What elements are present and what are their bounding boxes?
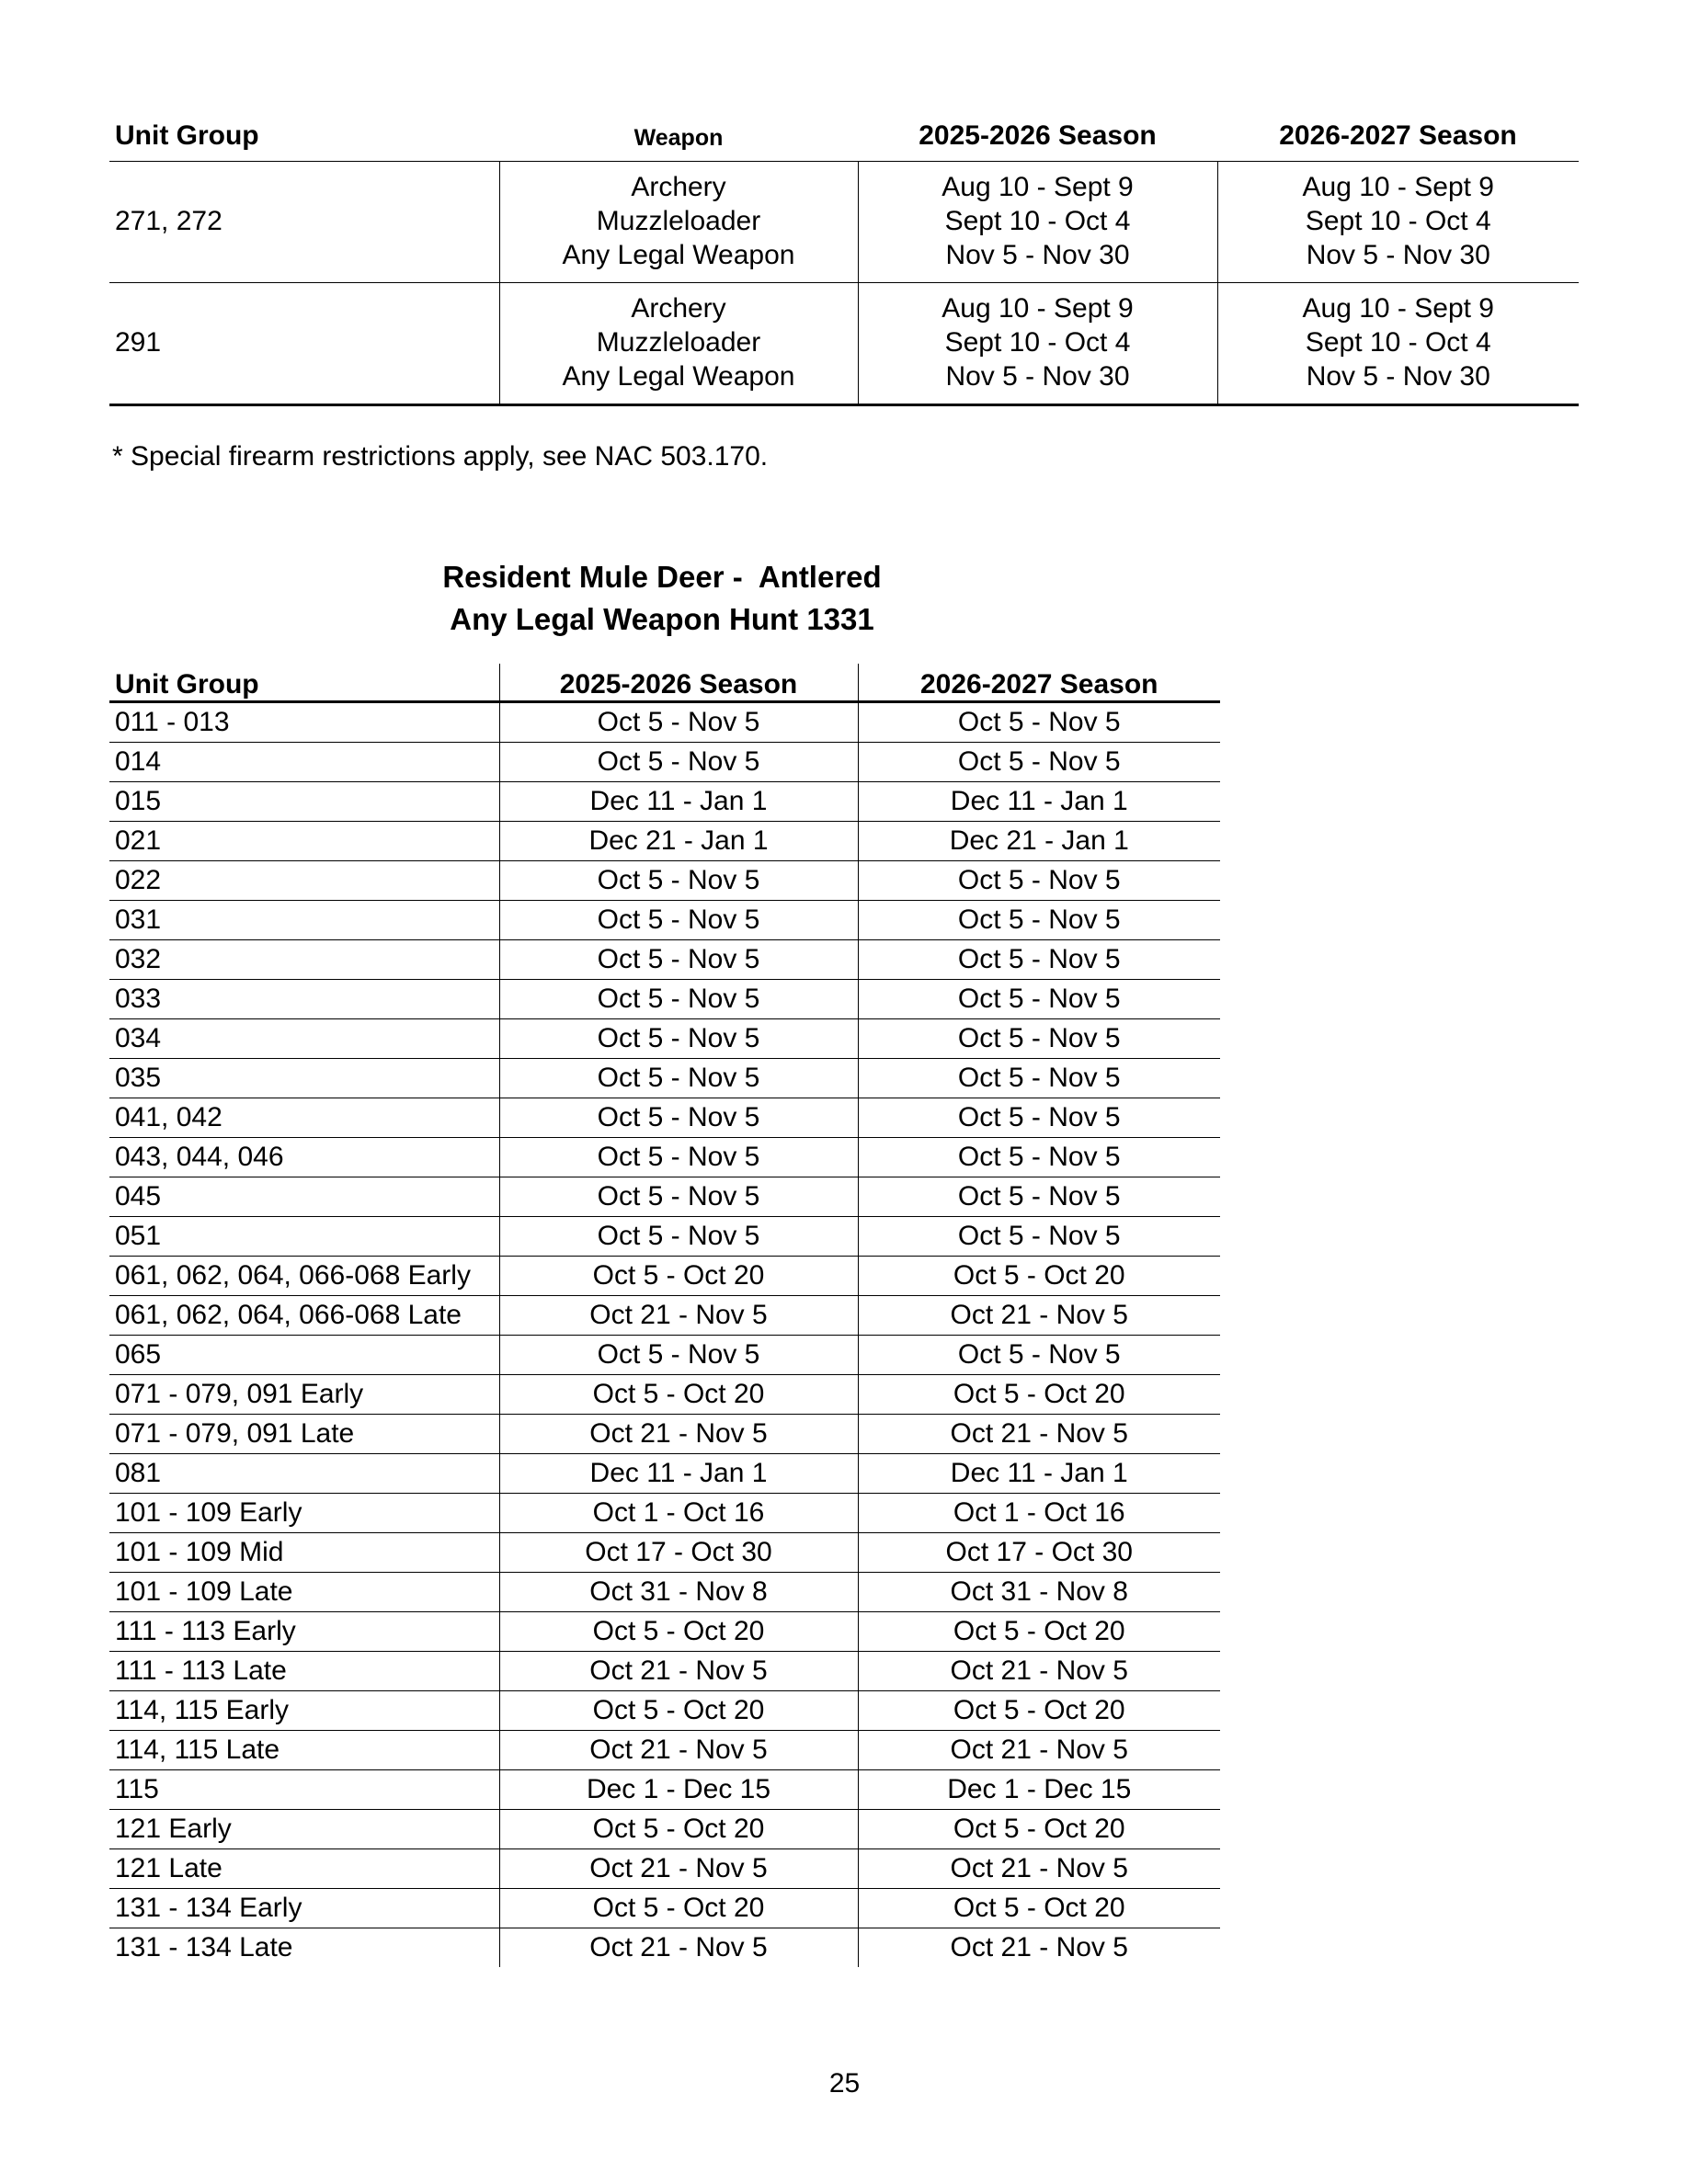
season-2025-cell: Oct 5 - Nov 5 bbox=[499, 901, 858, 940]
cell-line: Sept 10 - Oct 4 bbox=[1305, 327, 1491, 358]
unit-group-cell: 031 bbox=[109, 901, 499, 940]
unit-group-cell: 081 bbox=[109, 1454, 499, 1494]
table-row bbox=[109, 940, 1220, 980]
season-2025-cell: Oct 5 - Nov 5 bbox=[499, 702, 858, 743]
season-2026-cell bbox=[1217, 162, 1579, 283]
table-row bbox=[109, 782, 1220, 822]
season-2025-cell: Oct 17 - Oct 30 bbox=[499, 1533, 858, 1573]
unit-group-cell: 111 - 113 Late bbox=[109, 1652, 499, 1691]
season-2025-cell: Oct 5 - Nov 5 bbox=[499, 1098, 858, 1138]
season-2025-cell: Oct 21 - Nov 5 bbox=[499, 1731, 858, 1770]
unit-group-cell: 271, 272 bbox=[109, 162, 499, 283]
unit-group-cell: 051 bbox=[109, 1217, 499, 1257]
season-2026-cell bbox=[1217, 283, 1579, 405]
table-row bbox=[109, 1454, 1220, 1494]
season-2025-cell: Oct 5 - Nov 5 bbox=[499, 861, 858, 901]
season-2026-cell: Oct 5 - Oct 20 bbox=[858, 1612, 1220, 1652]
table-row bbox=[109, 1849, 1220, 1889]
cell-line: Nov 5 - Nov 30 bbox=[1306, 361, 1490, 392]
cell-line: Nov 5 - Nov 30 bbox=[945, 240, 1130, 270]
season-2025-cell: Oct 5 - Nov 5 bbox=[499, 1059, 858, 1098]
cell-line: Sept 10 - Oct 4 bbox=[1305, 206, 1491, 236]
table-row bbox=[109, 1296, 1220, 1336]
season-2026-cell: Oct 5 - Nov 5 bbox=[858, 1138, 1220, 1177]
season-2026-cell: Oct 5 - Oct 20 bbox=[858, 1810, 1220, 1849]
weapon-cell bbox=[499, 283, 858, 405]
unit-group-cell: 015 bbox=[109, 782, 499, 822]
unit-group-cell: 045 bbox=[109, 1177, 499, 1217]
season-2026-cell: Oct 31 - Nov 8 bbox=[858, 1573, 1220, 1612]
table-row bbox=[109, 702, 1220, 743]
table-row bbox=[109, 1059, 1220, 1098]
season-2025-cell bbox=[858, 162, 1217, 283]
table-header-row bbox=[109, 110, 1579, 162]
table-row bbox=[109, 1336, 1220, 1375]
unit-group-cell: 291 bbox=[109, 283, 499, 405]
season-2026-cell: Dec 1 - Dec 15 bbox=[858, 1770, 1220, 1810]
table-row bbox=[109, 1257, 1220, 1296]
season-2025-cell: Dec 11 - Jan 1 bbox=[499, 782, 858, 822]
table2-body bbox=[109, 702, 1220, 1968]
unit-group-cell: 061, 062, 064, 066-068 Early bbox=[109, 1257, 499, 1296]
season-2025-cell: Oct 5 - Nov 5 bbox=[499, 1138, 858, 1177]
season-2026-cell: Oct 5 - Oct 20 bbox=[858, 1257, 1220, 1296]
season-2025-cell: Oct 5 - Nov 5 bbox=[499, 1177, 858, 1217]
unit-group-cell: 035 bbox=[109, 1059, 499, 1098]
season-2026-cell: Oct 5 - Nov 5 bbox=[858, 1059, 1220, 1098]
season-2025-cell: Oct 5 - Nov 5 bbox=[499, 980, 858, 1019]
season-2025-cell: Oct 31 - Nov 8 bbox=[499, 1573, 858, 1612]
season-2026-cell: Oct 5 - Oct 20 bbox=[858, 1691, 1220, 1731]
table-row bbox=[109, 743, 1220, 782]
season-2026-cell: Oct 5 - Nov 5 bbox=[858, 901, 1220, 940]
season-2026-cell: Oct 5 - Nov 5 bbox=[858, 1217, 1220, 1257]
season-2025-cell: Oct 5 - Oct 20 bbox=[499, 1612, 858, 1652]
cell-line: Archery bbox=[631, 293, 726, 324]
cell-line: Archery bbox=[631, 172, 726, 202]
header-season-2025: 2025-2026 Season bbox=[858, 110, 1217, 162]
section-title-line1: Resident Mule Deer - Antlered bbox=[442, 560, 882, 594]
cell-line: Sept 10 - Oct 4 bbox=[944, 206, 1131, 236]
unit-group-cell: 101 - 109 Late bbox=[109, 1573, 499, 1612]
unit-group-cell: 131 - 134 Late bbox=[115, 1932, 293, 1962]
table-row bbox=[109, 162, 1579, 283]
unit-group-cell: 121 Early bbox=[109, 1810, 499, 1849]
table-row bbox=[109, 1731, 1220, 1770]
season-2025-cell: Oct 5 - Oct 20 bbox=[499, 1810, 858, 1849]
season-2026-cell: Oct 21 - Nov 5 bbox=[858, 1296, 1220, 1336]
header-season-2025: 2025-2026 Season bbox=[499, 664, 858, 702]
season-2026-cell: Oct 5 - Nov 5 bbox=[858, 980, 1220, 1019]
page-number: 25 bbox=[828, 2068, 861, 2099]
season-2026-cell: Oct 21 - Nov 5 bbox=[858, 1849, 1220, 1889]
season-2025-cell: Oct 21 - Nov 5 bbox=[499, 1928, 858, 1968]
season-2026-cell: Oct 5 - Nov 5 bbox=[858, 940, 1220, 980]
table-row bbox=[109, 1612, 1220, 1652]
season-2026-cell: Oct 5 - Nov 5 bbox=[858, 743, 1220, 782]
table-header-row bbox=[109, 664, 1220, 702]
season-2026-cell: Oct 5 - Nov 5 bbox=[858, 702, 1220, 743]
season-2026-cell: Oct 5 - Oct 20 bbox=[858, 1375, 1220, 1415]
unit-group-cell: 114, 115 Early bbox=[109, 1691, 499, 1731]
season-2025-cell: Oct 5 - Nov 5 bbox=[499, 1019, 858, 1059]
season-2026-cell: Oct 21 - Nov 5 bbox=[858, 1928, 1220, 1968]
table-row bbox=[109, 1098, 1220, 1138]
season-2026-cell: Oct 21 - Nov 5 bbox=[858, 1415, 1220, 1454]
unit-group-cell: 065 bbox=[109, 1336, 499, 1375]
table-row bbox=[109, 901, 1220, 940]
unit-group-cell: 115 bbox=[109, 1770, 499, 1810]
season-2025-cell: Oct 21 - Nov 5 bbox=[499, 1652, 858, 1691]
unit-group-cell: 131 - 134 Early bbox=[109, 1889, 499, 1928]
cell-line: Any Legal Weapon bbox=[562, 240, 795, 270]
season-2025-cell: Oct 5 - Oct 20 bbox=[499, 1691, 858, 1731]
unit-group-cell: 114, 115 Late bbox=[109, 1731, 499, 1770]
season-2025-cell: Oct 5 - Nov 5 bbox=[499, 1217, 858, 1257]
table-row bbox=[109, 1573, 1220, 1612]
header-season-2026: 2026-2027 Season bbox=[858, 664, 1220, 702]
unit-group-cell: 101 - 109 Mid bbox=[109, 1533, 499, 1573]
table-row bbox=[109, 861, 1220, 901]
season-2026-cell: Oct 1 - Oct 16 bbox=[858, 1494, 1220, 1533]
cell-line: Aug 10 - Sept 9 bbox=[942, 293, 1134, 324]
unit-group-cell: 032 bbox=[109, 940, 499, 980]
unit-group-cell: 011 - 013 bbox=[109, 702, 499, 743]
table-row bbox=[109, 980, 1220, 1019]
unit-group-cell: 071 - 079, 091 Late bbox=[109, 1415, 499, 1454]
cell-line: Nov 5 - Nov 30 bbox=[945, 361, 1130, 392]
cell-line: Sept 10 - Oct 4 bbox=[944, 327, 1131, 358]
season-2026-cell: Oct 5 - Nov 5 bbox=[858, 1336, 1220, 1375]
season-2025-cell: Dec 21 - Jan 1 bbox=[499, 822, 858, 861]
archery-muzzleloader-season-table bbox=[109, 110, 1579, 406]
unit-group-cell: 014 bbox=[109, 743, 499, 782]
season-2026-cell: Dec 11 - Jan 1 bbox=[858, 1454, 1220, 1494]
table-row bbox=[109, 1533, 1220, 1573]
season-2025-cell: Oct 5 - Oct 20 bbox=[499, 1889, 858, 1928]
table-row bbox=[109, 1375, 1220, 1415]
season-2026-cell: Oct 5 - Nov 5 bbox=[858, 1098, 1220, 1138]
table-row bbox=[109, 283, 1579, 405]
header-unit-group: Unit Group bbox=[109, 110, 499, 162]
cell-line: Aug 10 - Sept 9 bbox=[942, 172, 1134, 202]
table-row bbox=[109, 1177, 1220, 1217]
table-row bbox=[109, 1217, 1220, 1257]
header-weapon: Weapon bbox=[499, 110, 858, 162]
table-row bbox=[109, 1019, 1220, 1059]
cell-line: Aug 10 - Sept 9 bbox=[1302, 172, 1494, 202]
table-row bbox=[109, 1770, 1220, 1810]
cell-line: Muzzleloader bbox=[596, 206, 761, 236]
cell-line: Any Legal Weapon bbox=[562, 361, 795, 392]
cell-line: Nov 5 - Nov 30 bbox=[1306, 240, 1490, 270]
season-2025-cell: Oct 5 - Nov 5 bbox=[499, 743, 858, 782]
unit-group-cell: 033 bbox=[109, 980, 499, 1019]
table-row bbox=[109, 1138, 1220, 1177]
unit-group-cell: 111 - 113 Early bbox=[109, 1612, 499, 1652]
season-2026-cell: Oct 21 - Nov 5 bbox=[858, 1652, 1220, 1691]
season-2026-cell: Oct 5 - Nov 5 bbox=[858, 861, 1220, 901]
unit-group-cell: 041, 042 bbox=[109, 1098, 499, 1138]
footnote: * Special firearm restrictions apply, see NAC 503.170. bbox=[112, 441, 769, 472]
season-2025-cell: Dec 11 - Jan 1 bbox=[499, 1454, 858, 1494]
season-2025-cell: Oct 1 - Oct 16 bbox=[499, 1494, 858, 1533]
weapon-cell bbox=[499, 162, 858, 283]
unit-group-cell: 071 - 079, 091 Early bbox=[109, 1375, 499, 1415]
table-row bbox=[109, 1889, 1220, 1928]
season-2025-cell: Oct 5 - Oct 20 bbox=[499, 1375, 858, 1415]
season-2025-cell: Dec 1 - Dec 15 bbox=[499, 1770, 858, 1810]
table-row bbox=[109, 1691, 1220, 1731]
mule-deer-season-table bbox=[109, 664, 1220, 1967]
season-2025-cell: Oct 5 - Oct 20 bbox=[499, 1257, 858, 1296]
header-unit-group: Unit Group bbox=[109, 664, 499, 702]
header-season-2026: 2026-2027 Season bbox=[1217, 110, 1579, 162]
table-row bbox=[109, 1415, 1220, 1454]
cell-line: Aug 10 - Sept 9 bbox=[1302, 293, 1494, 324]
season-2025-cell: Oct 21 - Nov 5 bbox=[499, 1849, 858, 1889]
table-row bbox=[109, 1652, 1220, 1691]
section-title-line2: Any Legal Weapon Hunt 1331 bbox=[450, 602, 874, 636]
table-row bbox=[109, 1494, 1220, 1533]
season-2026-cell: Oct 5 - Nov 5 bbox=[858, 1019, 1220, 1059]
season-2025-cell: Oct 5 - Nov 5 bbox=[499, 1336, 858, 1375]
table-row bbox=[109, 1928, 1220, 1968]
season-2026-cell: Oct 5 - Nov 5 bbox=[858, 1177, 1220, 1217]
table1-body bbox=[109, 162, 1579, 405]
season-2025-cell: Oct 21 - Nov 5 bbox=[499, 1415, 858, 1454]
season-2026-cell: Dec 21 - Jan 1 bbox=[858, 822, 1220, 861]
season-2025-cell bbox=[858, 283, 1217, 405]
unit-group-cell: 034 bbox=[109, 1019, 499, 1059]
cell-line: Muzzleloader bbox=[596, 327, 761, 358]
unit-group-cell: 121 Late bbox=[109, 1849, 499, 1889]
season-2025-cell: Oct 5 - Nov 5 bbox=[499, 940, 858, 980]
unit-group-cell: 022 bbox=[109, 861, 499, 901]
unit-group-cell: 061, 062, 064, 066-068 Late bbox=[109, 1296, 499, 1336]
season-2026-cell: Oct 17 - Oct 30 bbox=[858, 1533, 1220, 1573]
table-row bbox=[109, 1810, 1220, 1849]
season-2026-cell: Oct 21 - Nov 5 bbox=[858, 1731, 1220, 1770]
unit-group-cell: 021 bbox=[109, 822, 499, 861]
season-2026-cell: Oct 5 - Oct 20 bbox=[858, 1889, 1220, 1928]
table-row bbox=[109, 822, 1220, 861]
season-2025-cell: Oct 21 - Nov 5 bbox=[499, 1296, 858, 1336]
unit-group-cell: 043, 044, 046 bbox=[109, 1138, 499, 1177]
season-2026-cell: Dec 11 - Jan 1 bbox=[858, 782, 1220, 822]
section-title bbox=[386, 556, 938, 641]
unit-group-cell: 101 - 109 Early bbox=[109, 1494, 499, 1533]
